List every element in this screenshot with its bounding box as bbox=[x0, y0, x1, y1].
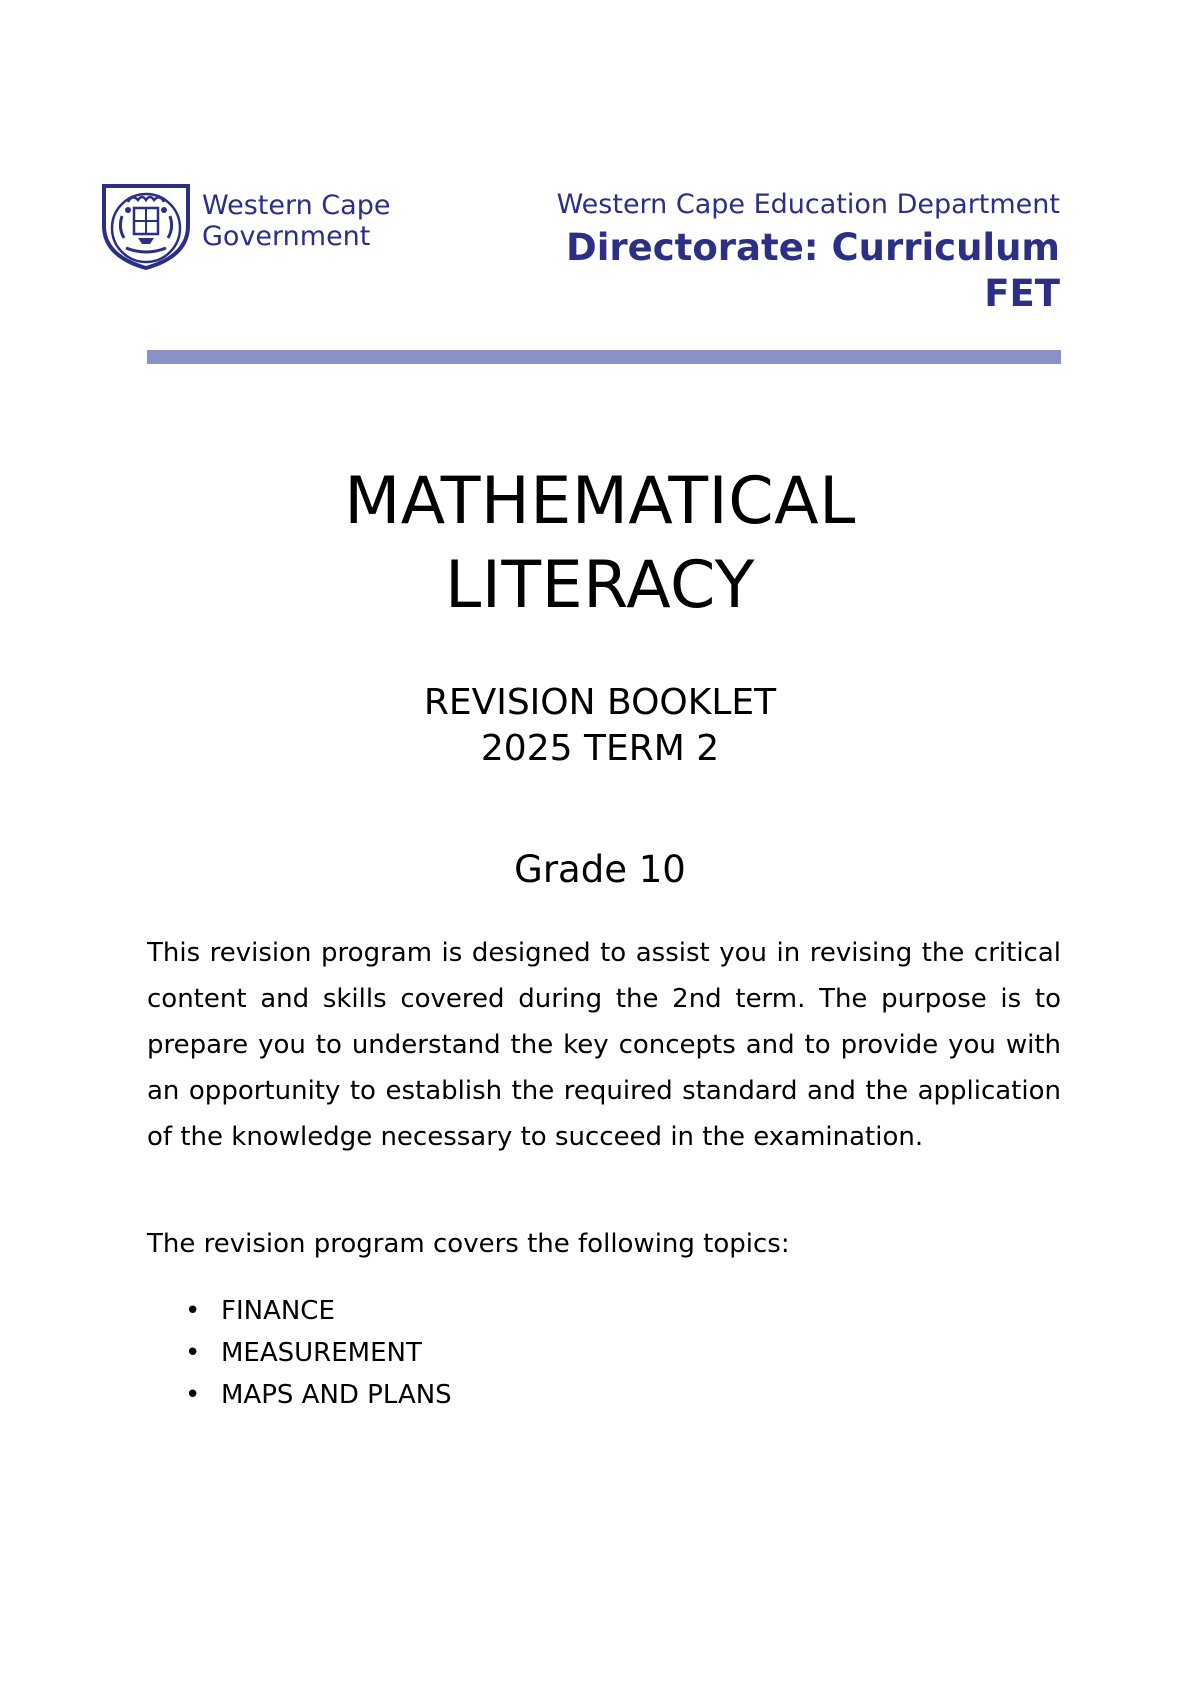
subtitle-line-1: REVISION BOOKLET bbox=[423, 682, 777, 723]
coat-of-arms-shield-icon bbox=[98, 176, 194, 272]
bullet-icon: • bbox=[185, 1380, 201, 1410]
document-subtitle bbox=[0, 680, 1200, 772]
bullet-icon: • bbox=[185, 1296, 201, 1326]
logo-wordmark bbox=[202, 190, 390, 252]
logo-line-1: Western Cape bbox=[202, 190, 391, 221]
grade-label: Grade 10 bbox=[514, 848, 686, 891]
bullet-icon: • bbox=[185, 1338, 201, 1368]
western-cape-government-logo bbox=[98, 176, 428, 272]
title-line-2: LITERACY bbox=[445, 548, 755, 623]
list-item bbox=[147, 1290, 452, 1332]
directorate-name: Directorate: Curriculum bbox=[566, 226, 1060, 269]
topics-lead-text: The revision program covers the following topics: bbox=[147, 1229, 790, 1259]
header-divider bbox=[147, 350, 1061, 364]
intro-paragraph: This revision program is designed to assist you in revising the critical content and skills covered during the 2nd term. The purpose is to prepare you to understand the key concepts and to provide you with an opportunity to establish the required standard and the application of the knowledge necessary to succeed in the examination. bbox=[147, 938, 1061, 1152]
list-item bbox=[147, 1374, 452, 1416]
topics-list bbox=[147, 1290, 452, 1416]
topic-label: MAPS AND PLANS bbox=[221, 1380, 452, 1410]
topic-label: FINANCE bbox=[221, 1296, 335, 1326]
department-name: Western Cape Education Department bbox=[556, 189, 1060, 220]
directorate-unit: FET bbox=[984, 272, 1060, 315]
logo-line-2: Government bbox=[202, 221, 371, 252]
title-line-1: MATHEMATICAL bbox=[344, 464, 856, 539]
subtitle-line-2: 2025 TERM 2 bbox=[480, 728, 720, 769]
document-title bbox=[0, 460, 1200, 628]
department-block bbox=[557, 186, 1060, 316]
list-item bbox=[147, 1332, 452, 1374]
topic-label: MEASUREMENT bbox=[221, 1338, 422, 1368]
